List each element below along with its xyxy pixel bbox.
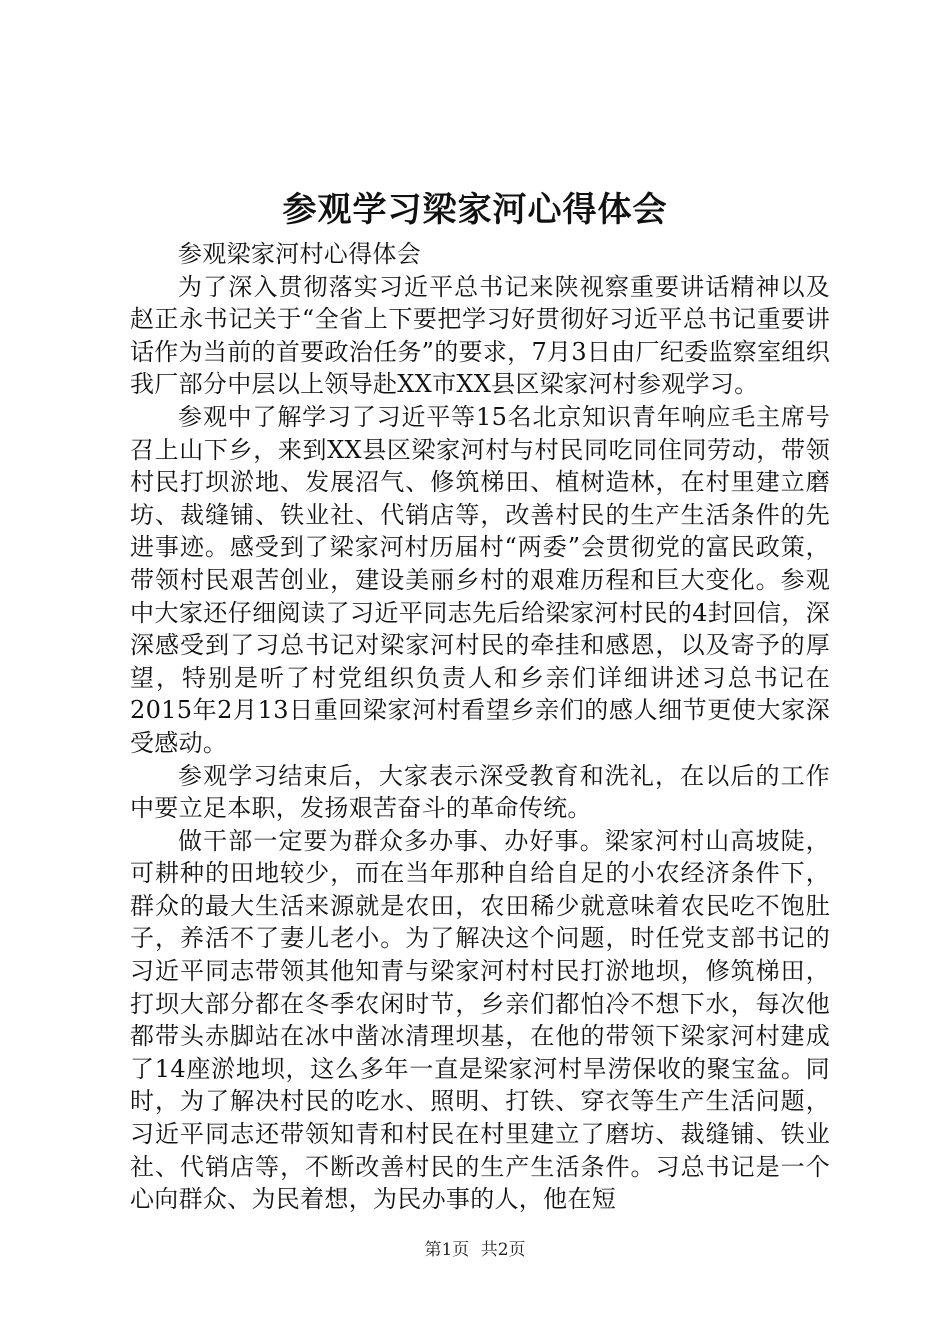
document-title: 参观学习梁家河心得体会 [282,190,668,230]
body-paragraph: 参观学习结束后，大家表示深受教育和洗礼，在以后的工作中要立足本职，发扬艰苦奋斗的革命传统。 [130,761,830,823]
body-paragraph: 为了深入贯彻落实习近平总书记来陕视察重要讲话精神以及赵正永书记关于“全省上下要把学习好贯彻好习近平总书记重要讲话作为当前的首要政治任务”的要求，7月3日由厂纪委监察室组织我厂部分中层以上领导赴XX市XX县区梁家河村参观学习。 [130,272,830,399]
document-body [130,238,830,1216]
page-footer [0,1238,950,1262]
body-paragraph: 做干部一定要为群众多办事、办好事。梁家河村山高坡陡，可耕种的田地较少，而在当年那种自给自足的小农经济条件下，群众的最大生活来源就是农田，农田稀少就意味着农民吃不饱肚子，养活不了妻儿老小。为了解决这个问题，时任党支部书记的习近平同志带领其他知青与梁家河村村民打淤地坝，修筑梯田，打坝大部分都在冬季农闲时节，乡亲们都怕冷不想下水，每次他都带头赤脚站在冰中凿冰清理坝基，在他的带领下梁家河村建成了14座淤地坝，这么多年一直是梁家河村旱涝保收的聚宝盆。同时，为了解决村民的吃水、照明、打铁、穿衣等生产生活问题，习近平同志还带领知青和村民在村里建立了磨坊、裁缝铺、铁业社、代销店等，不断改善村民的生产生活条件。习总书记是一个心向群众、为民着想，为民办事的人，他在短 [130,826,830,1214]
body-paragraph: 参观中了解学习了习近平等15名北京知识青年响应毛主席号召上山下乡，来到XX县区梁家河村与村民同吃同住同劳动，带领村民打坝淤地、发展沼气、修筑梯田、植树造林，在村里建立磨坊、裁缝铺、铁业社、代销店等，改善村民的生产生活条件的先进事迹。感受到了梁家河村历届村“两委”会贯彻党的富民政策，带领村民艰苦创业，建设美丽乡村的艰难历程和巨大变化。参观中大家还仔细阅读了习近平同志先后给梁家河村民的4封回信，深深感受到了习总书记对梁家河村民的牵挂和感恩，以及寄予的厚望，特别是听了村党组织负责人和乡亲们详细讲述习总书记在2015年2月13日重回梁家河村看望乡亲们的感人细节更使大家深受感动。 [130,402,830,757]
page-number: 第1页 [424,1240,470,1260]
subtitle-paragraph: 参观梁家河村心得体会 [178,240,421,268]
page-total: 共2页 [480,1240,526,1260]
